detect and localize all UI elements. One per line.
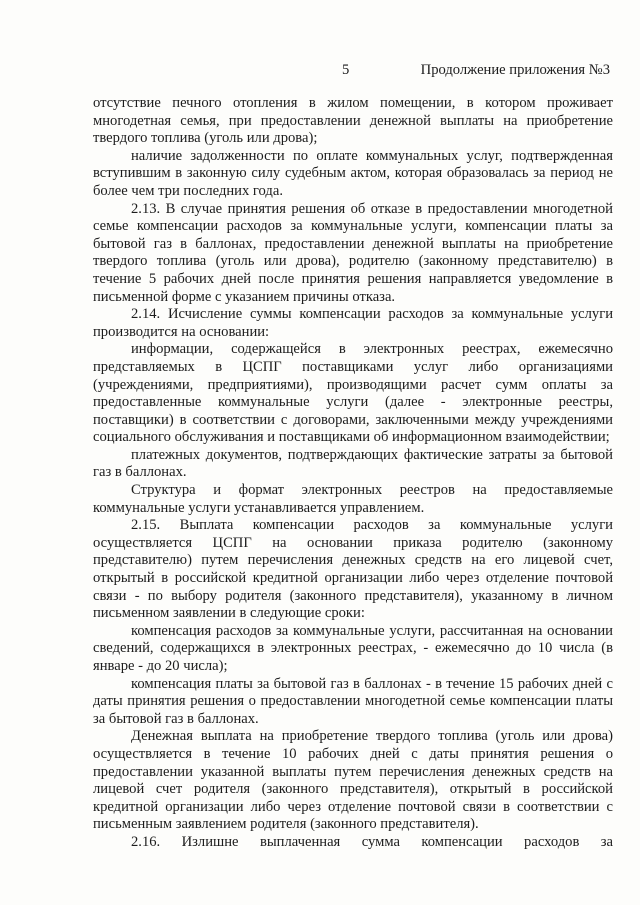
document-body — [93, 95, 613, 852]
paragraph: компенсация платы за бытовой газ в баллонах - в течение 15 рабочих дней с даты принятия решения о предоставлении многодетной семье компенсации платы за бытовой газ в баллонах. — [93, 675, 613, 727]
page-header — [0, 62, 640, 84]
paragraph: 2.13. В случае принятия решения об отказе в предоставлении многодетной семье компенсации расходов за коммунальные услуги, компенсации платы за бытовой газ в баллонах, предоставлении денежной выплаты на приобретение твердого топлива (уголь или дрова), родителю (законному представителю) в течение 5 рабочих дней после принятия решения направляется уведомление в письменной форме с указанием причины отказа. — [93, 200, 613, 305]
paragraph: наличие задолженности по оплате коммунальных услуг, подтвержденная вступившим в законную силу судебным актом, которая образовалась за период не более чем три последних года. — [93, 147, 613, 199]
page-number: 5 — [342, 62, 350, 78]
paragraph: Структура и формат электронных реестров на предоставляемые коммунальные услуги устанавливается управлением. — [93, 482, 613, 516]
paragraph: информации, содержащейся в электронных реестрах, ежемесячно представляемых в ЦСПГ поставщиками услуг либо организациями (учреждениями, предприятиями), производящими расчет сумм оплаты за предоставленные коммунальные услуги (далее - электронные реестры, поставщики) в соответствии с договорами, заключенными между учреждениями социального обслуживания и поставщиками об информационном взаимодействии; — [93, 341, 613, 446]
paragraph: отсутствие печного отопления в жилом помещении, в котором проживает многодетная семья, при предоставлении денежной выплаты на приобретение твердого топлива (уголь или дрова); — [93, 95, 613, 147]
paragraph: Денежная выплата на приобретение твердого топлива (уголь или дрова) осуществляется в течение 10 рабочих дней с даты принятия решения о предоставлении указанной выплаты путем перечисления денежных средств на лицевой счет родителя (законного представителя), открытый в российской кредитной организации либо через отделение почтовой связи в соответствии с письменным заявлением родителя (законного представителя). — [93, 728, 613, 833]
paragraph: 2.16. Излишне выплаченная сумма компенсации расходов за — [131, 833, 613, 850]
paragraph: компенсация расходов за коммунальные услуги, рассчитанная на основании сведений, содержащихся в электронных реестрах, - ежемесячно до 10 числа (в январе - до 20 числа); — [93, 622, 613, 674]
appendix-continuation-label: Продолжение приложения №3 — [420, 62, 610, 78]
paragraph: 2.15. Выплата компенсации расходов за коммунальные услуги осуществляется ЦСПГ на основании приказа родителю (законному представителю) путем перечисления денежных средств на его лицевой счет, открытый в российской кредитной организации либо через отделение почтовой связи - по выбору родителя (законного представителя), указанному в личном письменном заявлении в следующие сроки: — [93, 517, 613, 622]
paragraph: платежных документов, подтверждающих фактические затраты за бытовой газ в баллонах. — [93, 446, 613, 481]
paragraph: 2.14. Исчисление суммы компенсации расходов за коммунальные услуги производится на основании: — [93, 306, 613, 340]
